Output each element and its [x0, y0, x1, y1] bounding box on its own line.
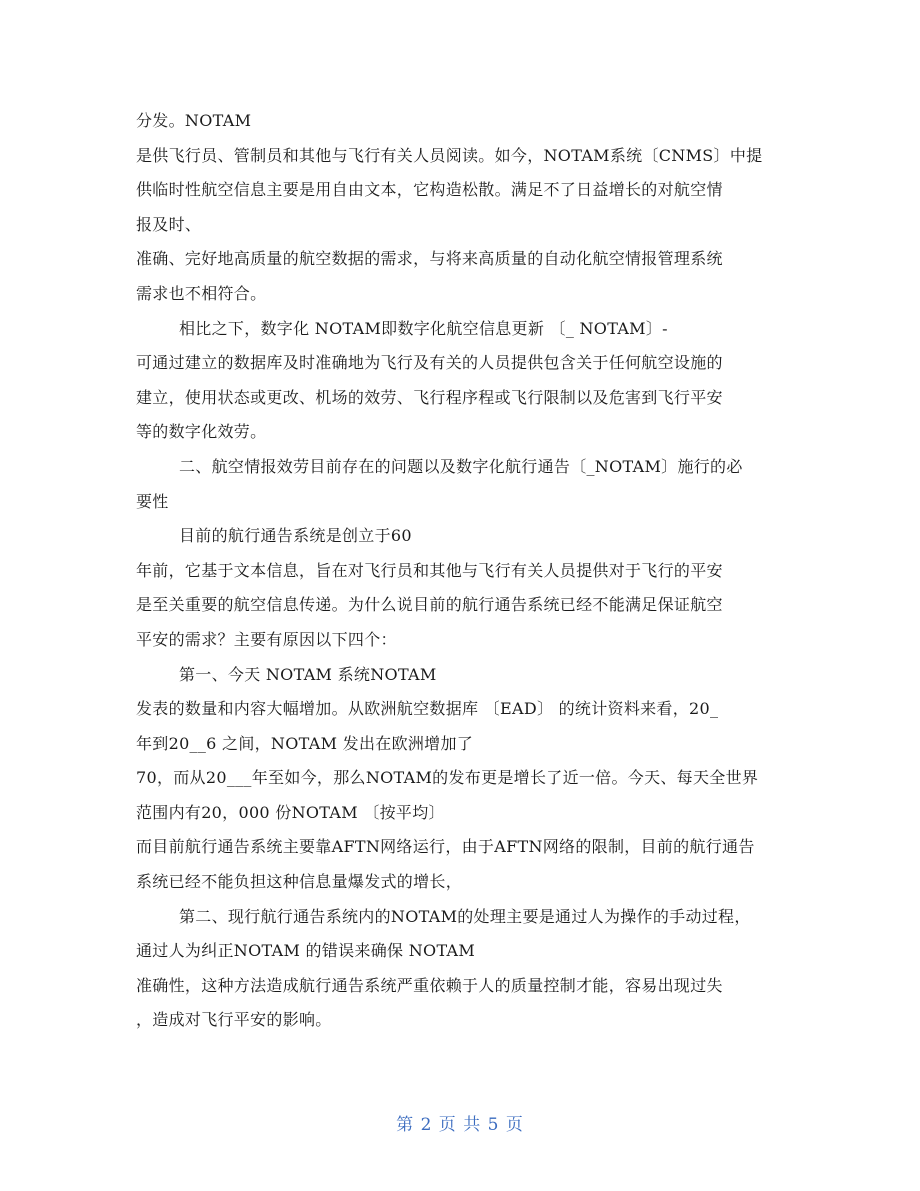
- text-line: 可通过建立的数据库及时准确地为飞行及有关的人员提供包含关于任何航空设施的: [136, 353, 723, 373]
- page-footer: 第 2 页 共 5 页: [396, 1115, 524, 1135]
- text-line: 供临时性航空信息主要是用自由文本，它构造松散。满足不了日益增长的对航空情: [136, 180, 723, 200]
- text-line: 准确、完好地高质量的航空数据的需求，与将来高质量的自动化航空情报管理系统: [136, 249, 723, 269]
- text-line: 年前，它基于文本信息，旨在对飞行员和其他与飞行有关人员提供对于飞行的平安: [136, 560, 723, 580]
- text-line: 是至关重要的航空信息传递。为什么说目前的航行通告系统已经不能满足保证航空: [136, 595, 723, 615]
- text-line: 建立，使用状态或更改、机场的效劳、飞行程序程或飞行限制以及危害到飞行平安: [136, 387, 723, 407]
- text-line: 年到20__6 之间，NOTAM 发出在欧洲增加了: [136, 733, 474, 753]
- text-line: 范围内有20，000 份NOTAM 〔按平均〕: [136, 802, 445, 822]
- text-line: 等的数字化效劳。: [136, 422, 267, 442]
- text-line: 是供飞行员、管制员和其他与飞行有关人员阅读。如今，NOTAM系统〔CNMS〕中提: [136, 145, 763, 165]
- text-line: 需求也不相符合。: [136, 283, 267, 303]
- text-line: 第一、今天 NOTAM 系统NOTAM: [179, 664, 437, 684]
- text-line: 系统已经不能负担这种信息量爆发式的增长，: [136, 872, 463, 892]
- text-line: 通过人为纠正NOTAM 的错误来确保 NOTAM: [136, 941, 476, 961]
- text-line: 要性: [136, 491, 169, 511]
- text-line: 而目前航行通告系统主要靠AFTN网络运行，由于AFTN网络的限制，目前的航行通告: [136, 837, 755, 857]
- text-line: 分发。NOTAM: [136, 111, 252, 130]
- text-line: 70，而从20___年至如今，那么NOTAM的发布更是增长了近一倍。今天、每天全世界: [136, 768, 759, 788]
- text-line: ，造成对飞行平安的影响。: [136, 1010, 332, 1030]
- text-line: 相比之下，数字化 NOTAM即数字化航空信息更新 〔_ NOTAM〕-: [179, 318, 668, 338]
- text-line: 平安的需求？主要有原因以下四个：: [136, 629, 397, 649]
- text-line: 目前的航行通告系统是创立于60: [179, 526, 412, 546]
- text-line: 发表的数量和内容大幅增加。从欧洲航空数据库 〔EAD〕 的统计资料来看，20_: [136, 699, 719, 719]
- text-line: 报及时、: [136, 214, 202, 234]
- text-line: 第二、现行航行通告系统内的NOTAM的处理主要是通过人为操作的手动过程，: [179, 906, 751, 926]
- text-line: 准确性，这种方法造成航行通告系统严重依赖于人的质量控制才能，容易出现过失: [136, 975, 723, 995]
- text-line: 二、航空情报效劳目前存在的问题以及数字化航行通告〔_NOTAM〕施行的必: [179, 456, 743, 476]
- document-body: [136, 104, 786, 1038]
